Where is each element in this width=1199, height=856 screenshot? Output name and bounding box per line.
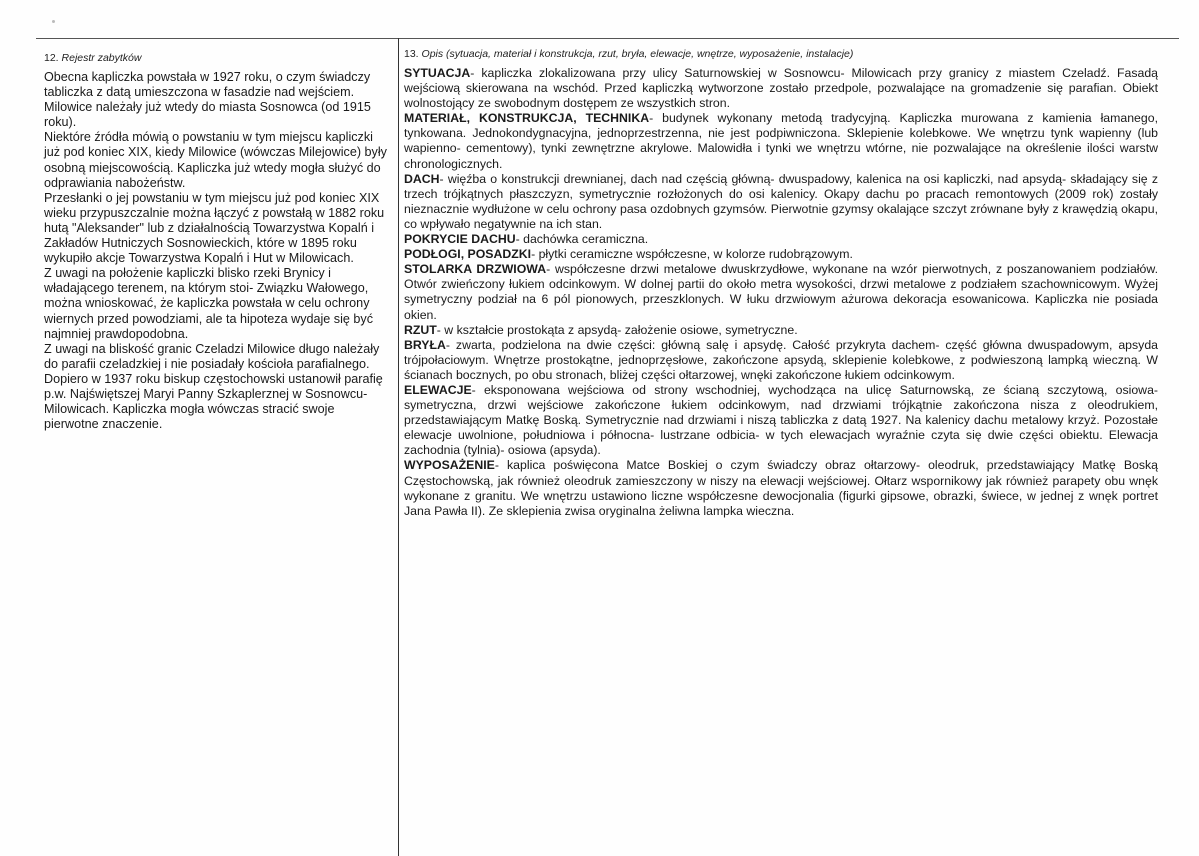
section-text: - kapliczka zlokalizowana przy ulicy Saturnowskiej w Sosnowcu- Milowicach przy granicy z miastem Czeladź. Fasadą wejściową skierowana na wschód. Przed kapliczką wytworzone zostało przedpole, pozwalające na gromadzenie się parafian. Obiekt wolnostojący ze swobodnym dostępem ze wszystkich stron.: [404, 66, 1158, 111]
section-label: PODŁOGI, POSADZKI: [404, 247, 532, 262]
section-roof: [404, 172, 1158, 232]
section-text: - zwarta, podzielona na dwie części: główną salę i apsydę. Całość przykryta dachem- część główna dwuspadowym, apsyda trójpołaciowym. Wnętrze prostokątne, jednoprzęsłowe, zakończone apsydą, sklepienie kolebkowe, z podwieszoną lampką wieczną. W ścianach bocznych, po obu stronach, bliżej części ołtarzowej, wnęki zakończone łukiem odcinkowym.: [404, 337, 1158, 382]
section-label: POKRYCIE DACHU: [404, 232, 516, 247]
scan-speck: [52, 20, 55, 23]
register-body: [44, 70, 390, 432]
section-label: BRYŁA: [404, 337, 446, 352]
section-text: - więźba o konstrukcji drewnianej, dach nad częścią główną- dwuspadowy, kalenica na osi kapliczki, nad apsydą- składający się z trzech trójkątnych płaszczyzn, symetrycznie rozłożonych do osi kalenicy. Okapy dachu po pracach remontowych (2009 rok) zostały nieznacznie wydłużone w celu ochrony pasa ozdobnych gzymsów. Pierwotnie gzymsy okalające szczyt zrównane były z krawędzią okapu, co wpływało negatywnie na ich stan.: [404, 171, 1158, 231]
description-body: [404, 66, 1158, 519]
section-text: - budynek wykonany metodą tradycyjną. Kapliczka murowana z kamienia łamanego, tynkowana. Jednokondygnacyjna, jednoprzestrzenna, nie jest podpiwniczona. Sklepienie kolebkowe. We wnętrzu tynk wapienny (lub wapienno- cementowy), tynki zewnętrzne akrylowe. Malowidła i tynki we wnętrzu wtórne, nie pozwalające na określenie ilości warstw chronologicznych.: [404, 111, 1158, 171]
section-plan: [404, 323, 1158, 338]
section-floors: [404, 247, 1158, 262]
section-roof-covering: [404, 232, 1158, 247]
description-heading-number: 13.: [404, 48, 419, 60]
column-divider: [398, 38, 399, 856]
description-column: [404, 48, 1158, 519]
register-paragraph: Z uwagi na położenie kapliczki blisko rzeki Brynicy i władającego terenem, na którym stoi- Związku Wałowego, można wnioskować, że kapliczka powstała w celu ochrony wiernych przed powodziami, ale ta hipoteza wydaje się być najmniej prawdopodobna.: [44, 266, 374, 341]
description-heading: [404, 48, 1158, 60]
register-column: [44, 52, 390, 432]
section-situation: [404, 66, 1158, 111]
register-paragraph: Obecna kapliczka powstała w 1927 roku, o czym świadczy tabliczka z datą umieszczona w fasadzie nad wejściem. Milowice należały już wtedy do miasta Sosnowca (od 1915 roku).: [44, 70, 371, 130]
section-label: ELEWACJE: [404, 382, 472, 397]
section-text: - dachówka ceramiczna.: [515, 232, 649, 247]
section-label: DACH: [404, 171, 440, 186]
section-label: SYTUACJA: [404, 66, 471, 80]
section-text: - w kształcie prostokąta z apsydą- założenie osiowe, symetryczne.: [436, 322, 798, 337]
section-elevations: [404, 383, 1158, 458]
section-door-joinery: [404, 262, 1158, 322]
section-form: [404, 338, 1158, 383]
section-label: RZUT: [404, 322, 437, 337]
section-material: [404, 111, 1158, 171]
register-paragraph: Przesłanki o jej powstaniu w tym miejscu już pod koniec XIX wieku przypuszczalnie można łączyć z powstałą w 1882 roku hutą "Aleksander" lub z działalnością Towarzystwa Kopalń i Zakładów Hutniczych Sosnowieckich, które w 1895 roku wykupiło akcje Towarzystwa Kopalń i Hut w Milowicach.: [44, 190, 385, 266]
section-text: - kaplica poświęcona Matce Boskiej o czym świadczy obraz ołtarzowy- oleodruk, przedstawiający Matkę Boską Częstochowską, jak również oleodruk zamieszczony w niszy na elewacji wejściowej. Ołtarz wspornikowy jak również parapety obu wnęk wykonane z granitu. We wnętrzu ustawiono liczne współczesne dewocjonalia (figurki gipsowe, obrazki, świece, w jednej z wnęk portret Jana Pawła II). Ze sklepienia zwisa oryginalna żeliwna lampka wieczna.: [404, 458, 1158, 518]
register-heading-text: Rejestr zabytków: [61, 52, 142, 64]
section-label: WYPOSAŻENIE: [404, 458, 495, 473]
top-rule: [36, 38, 1179, 39]
section-label: STOLARKA DRZWIOWA: [404, 262, 547, 277]
section-text: - współczesne drzwi metalowe dwuskrzydłowe, wykonane na wzór pierwotnych, z poszanowaniem podziałów. Otwór zwieńczony łukiem odcinkowym. W dolnej partii do około metra wysokości, drzwi metalowe z podziałem szachownicowym. Wyżej symetryczny podział na 6 pól pionowych, przeszklonych. W łuku drzwiowym ażurowa dekoracja esowanicowa. Kapliczka nie posiada okien.: [404, 262, 1158, 322]
register-paragraph: Niektóre źródła mówią o powstaniu w tym miejscu kapliczki już pod koniec XIX, kiedy Milowice (wówczas Milejowice) były osobną miejscowością. Kapliczka już wtedy mogła służyć do odprawiania nabożeństw.: [44, 130, 387, 190]
section-text: - eksponowana wejściowa od strony wschodniej, wychodząca na ulicę Saturnowską, ze ścianą szczytową, osiowa- symetryczna, drzwi wejściowe zakończone łukiem odcinkowym, nad drzwiami trójkątnie zakończona nisza z oleodrukiem, przedstawiającym Matkę Boską. Symetrycznie nad drzwiami i niszą tabliczka z datą 1927. Na kalenicy dachu metalowy krzyż. Pozostałe elewacje uwolnione, południowa i północna- lustrzane odbicia- w tych elewacjach wyraźnie czyta się dwie części obiektu. Elewacja zachodnia (tylnia)- osiowa (apsyda).: [404, 382, 1158, 458]
register-paragraph: Z uwagi na bliskość granic Czeladzi Milowice długo należały do parafii czeladzkiej i nie posiadały kościoła parafialnego. Dopiero w 1937 roku biskup częstochowski ustanowił parafię p.w. Najświętszej Maryi Panny Szkaplerznej w Sosnowcu- Milowicach. Kapliczka mogła wówczas stracić swoje pierwotne znaczenie.: [44, 341, 383, 432]
section-text: - płytki ceramiczne współczesne, w kolorze rudobrązowym.: [531, 247, 853, 262]
section-label: MATERIAŁ, KONSTRUKCJA, TECHNIKA: [404, 111, 650, 126]
description-heading-text: Opis (sytuacja, materiał i konstrukcja, rzut, bryła, elewacje, wnętrze, wyposażenie, instalacje): [421, 48, 854, 60]
register-heading-number: 12.: [44, 52, 59, 64]
section-furnishings: [404, 458, 1158, 518]
register-heading: [44, 52, 390, 64]
